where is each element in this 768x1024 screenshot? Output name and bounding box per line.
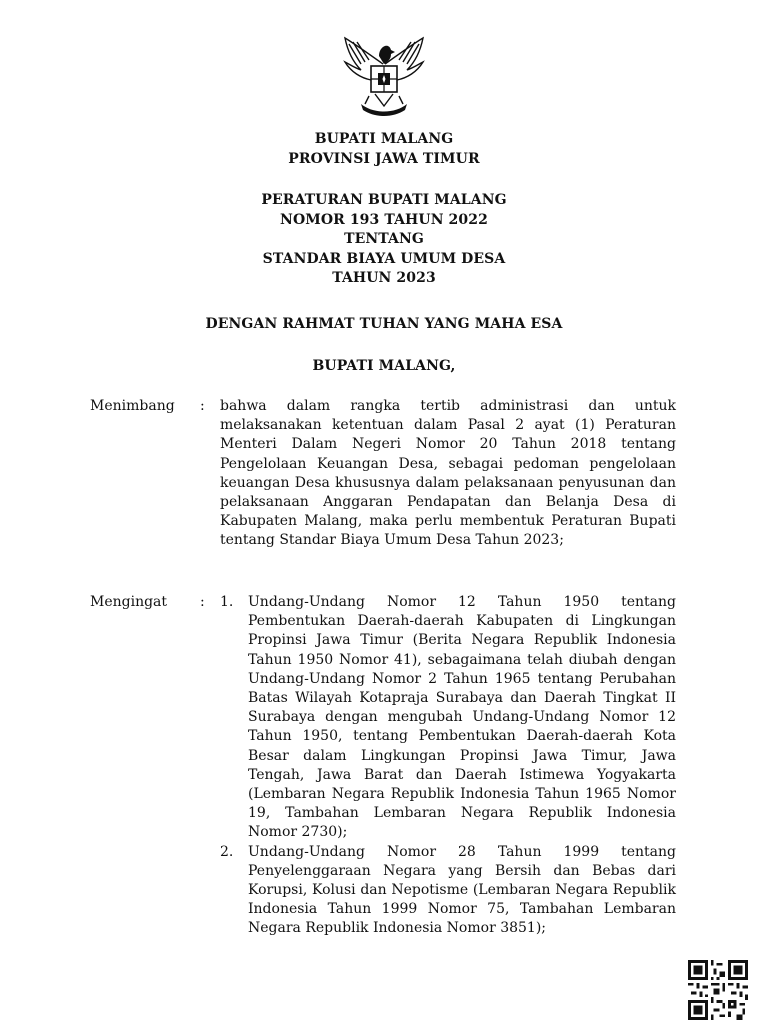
issuer-title: BUPATI MALANG [314,131,454,147]
list-item-text: Undang-Undang Nomor 28 Tahun 1999 tentang Penyelenggaraan Negara yang Bersih dan Bebas dari Korupsi, Kolusi dan Nepotisme (Lembaran Negara Republik Indonesia Tahun 1999 Nomor 75, Tambahan Lembaran Negara Republik Indonesia Nomor 3851); [248,843,676,937]
remembering-list [220,593,676,939]
list-item-number: 2. [220,843,234,860]
regulation-subject: STANDAR BIAYA UMUM DESA [262,250,506,267]
regulation-number: NOMOR 193 TAHUN 2022 [280,211,488,228]
issuer-header [0,130,768,169]
list-item-text: Undang-Undang Nomor 12 Tahun 1950 tentang Pembentukan Daerah-daerah Kabupaten di Lingkungan Propinsi Jawa Timur (Berita Negara Republik Indonesia Tahun 1950 Nomor 41), sebagaimana telah diubah dengan Undang-Undang Nomor 2 Tahun 1965 tentang Perubahan Batas Wilayah Kotapraja Surabaya dan Daerah Tingkat II Surabaya dengan mengubah Undang-Undang Nomor 12 Tahun 1950, tentang Pembentukan Daerah-daerah Kota Besar dalam Lingkungan Propinsi Jawa Timur, Jawa Tengah, Jawa Barat dan Daerah Istimewa Yogyakarta (Lembaran Negara Republik Indonesia Tahun 1965 Nomor 19, Tambahan Lembaran Negara Republik Indonesia Nomor 2730); [248,594,676,841]
remembering-colon: : [200,594,205,610]
regulation-about: TENTANG [344,231,424,247]
qr-code-icon [688,960,748,1020]
regent-statement [0,357,768,377]
grace-text: DENGAN RAHMAT TUHAN YANG MAHA ESA [205,316,563,332]
grace-statement [0,315,768,335]
regent-text: BUPATI MALANG, [312,358,456,374]
regulation-type: PERATURAN BUPATI MALANG [261,192,507,208]
remembering-label: Mengingat [90,594,168,610]
regulation-year: TAHUN 2023 [332,270,436,286]
list-item-number: 1. [220,594,234,610]
considering-text: bahwa dalam rangka tertib administrasi dan untuk melaksanakan ketentuan dalam Pasal 2 ayat (1) Peraturan Menteri Dalam Negeri Nomor 20 Tahun 2018 tentang Pengelolaan Keuangan Desa, sebagai pedoman pengelolaan keuangan Desa khususnya dalam pelaksanaan penyusunan dan pelaksanaan Anggaran Pendapatan dan Belanja Desa di Kabupaten Malang, maka perlu membentuk Peraturan Bupati tentang Standar Biaya Umum Desa Tahun 2023; [220,398,676,549]
garuda-emblem-icon [339,34,429,118]
regulation-title-block [0,191,768,289]
list-item [220,593,676,843]
considering-label: Menimbang [90,398,175,414]
issuer-province: PROVINSI JAWA TIMUR [288,150,480,167]
list-item [220,843,676,939]
considering-colon: : [200,398,205,414]
